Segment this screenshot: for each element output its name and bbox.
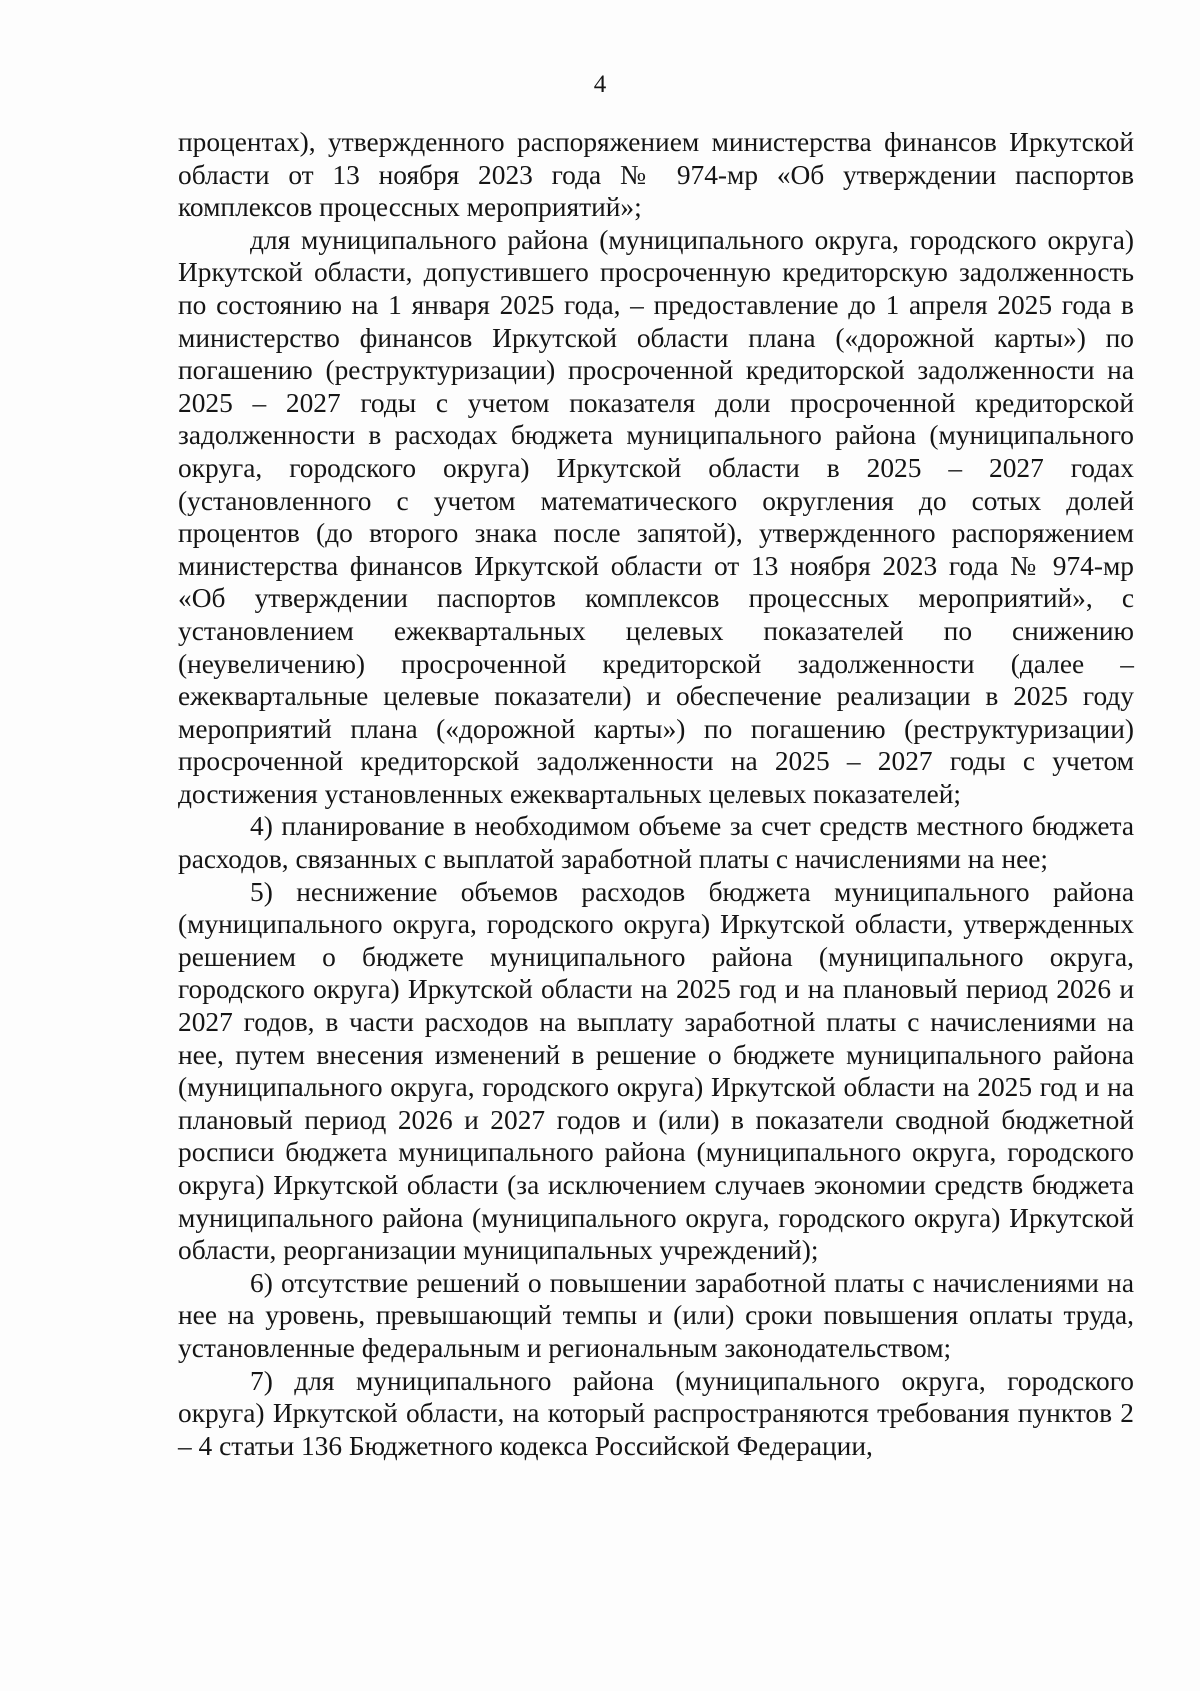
paragraph-continuation: процентах), утвержденного распоряжением министерства финансов Иркутской области от 13 ноября 2023 года № 974-мр «Об утверждении паспортов комплексов процессных мероприятий»; xyxy=(178,127,1134,223)
paragraph-item-7: 7) для муниципального района (муниципального округа, городского округа) Иркутской области, на который распространяются требования пунктов 2 – 4 статьи 136 Бюджетного кодекса Российской Федерации, xyxy=(178,1365,1134,1461)
paragraph-overdue-debt-plan: для муниципального района (муниципального округа, городского округа) Иркутской области, допустившего просроченную кредиторскую задолженность по состоянию на 1 января 2025 года, – предоставление до 1 апреля 2025 года в министерство финансов Иркутской области плана («дорожной карты») по погашению (реструктуризации) просроченной кредиторской задолженности на 2025 – 2027 годы с учетом показателя доли просроченной кредиторской задолженности в расходах бюджета муниципального района (муниципального округа, городского округа) Иркутской области в 2025 – 2027 годах (установленного с учетом математического округления до сотых долей процентов (до второго знака после запятой), утвержденного распоряжением министерства финансов Иркутской области от 13 ноября 2023 года № 974-мр «Об утверждении паспортов комплексов процессных мероприятий», с установлением ежеквартальных целевых показателей по снижению (неувеличению) просроченной кредиторской задолженности (далее – ежеквартальные целевые показатели) и обеспечение реализации в 2025 году мероприятий плана («дорожной карты») по погашению (реструктуризации) просроченной кредиторской задолженности на 2025 – 2027 годы с учетом достижения установленных ежеквартальных целевых показателей; xyxy=(178,224,1134,809)
page-number: 4 xyxy=(593,71,607,98)
paragraph-item-6: 6) отсутствие решений о повышении заработной платы с начислениями на нее на уровень, превышающий темпы и (или) сроки повышения оплаты труда, установленные федеральным и региональным законодательством; xyxy=(178,1267,1134,1363)
paragraph-item-4: 4) планирование в необходимом объеме за счет средств местного бюджета расходов, связанных с выплатой заработной платы с начислениями на нее; xyxy=(178,811,1134,875)
document-body xyxy=(178,126,1134,1462)
paragraph-item-5: 5) неснижение объемов расходов бюджета муниципального района (муниципального округа, городского округа) Иркутской области, утвержденных решением о бюджете муниципального района (муниципального округа, городского округа) Иркутской области на 2025 год и на плановый период 2026 и 2027 годов, в части расходов на выплату заработной платы с начислениями на нее, путем внесения изменений в решение о бюджете муниципального района (муниципального округа, городского округа) Иркутской области на 2025 год и на плановый период 2026 и 2027 годов и (или) в показатели сводной бюджетной росписи бюджета муниципального района (муниципального округа, городского округа) Иркутской области (за исключением случаев экономии средств бюджета муниципального района (муниципального округа, городского округа) Иркутской области, реорганизации муниципальных учреждений); xyxy=(178,876,1134,1266)
